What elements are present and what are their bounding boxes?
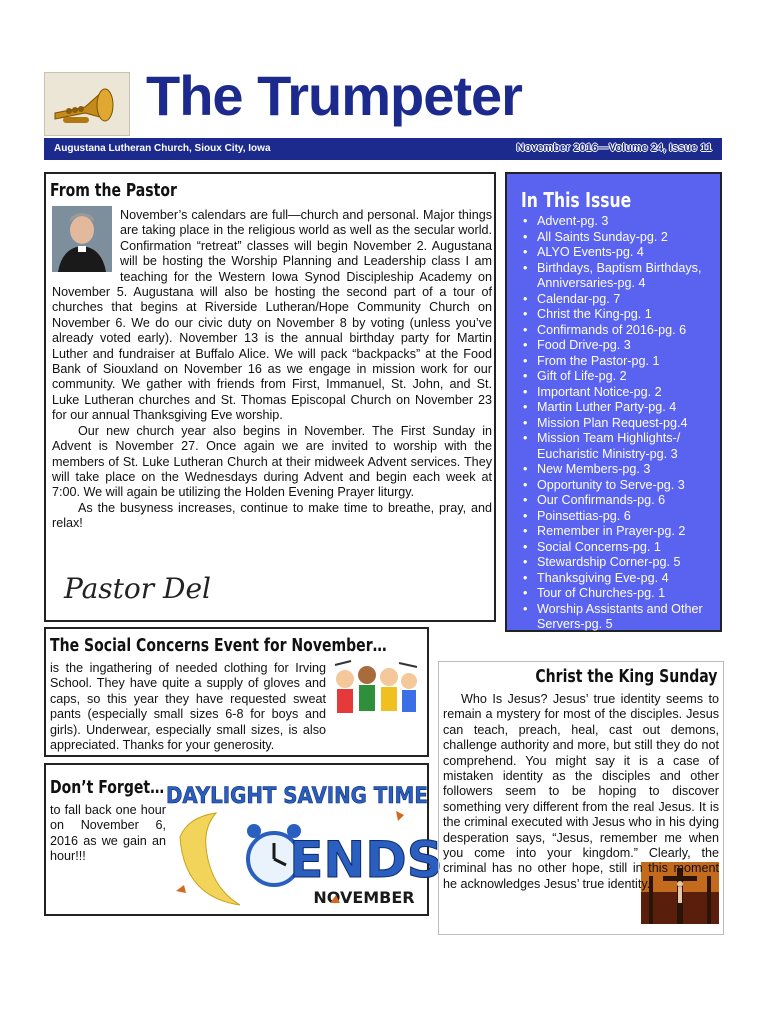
pastor-article (52, 208, 492, 532)
list-item: • Stewardship Corner-pg. 5 (521, 555, 717, 571)
list-item: • Martin Luther Party-pg. 4 (521, 400, 717, 416)
list-item: • Food Drive-pg. 3 (521, 338, 717, 354)
list-item: • Calendar-pg. 7 (521, 292, 717, 308)
forget-text: to fall back one hour on November 6, 2016 as we gain an hour!!! (50, 803, 166, 864)
list-item: • Mission Plan Request-pg.4 (521, 416, 717, 432)
list-item: • Remember in Prayer-pg. 2 (521, 524, 717, 540)
church-name: Augustana Lutheran Church, Sioux City, Iowa (54, 143, 271, 154)
list-item: • Important Notice-pg. 2 (521, 385, 717, 401)
social-text-block (50, 661, 424, 753)
list-item: • Social Concerns-pg. 1 (521, 540, 717, 556)
christ-heading: Christ the King Sunday (534, 666, 717, 687)
dst-art-line1: DAYLIGHT SAVING TIME (165, 783, 428, 809)
list-item: • Gift of Life-pg. 2 (521, 369, 717, 385)
list-item: • ALYO Events-pg. 4 (521, 245, 717, 261)
pastor-paragraph: November’s calendars are full—church and personal. Major things are taking place in the religious world as well as the secular world. Confirmation “retreat” classes will begin November 2. Augustana will be hosting the Worship Planning and Leadership class I am teaching for the Western Iowa Synod Discipleship Academy on November 5. Augustana will also be hosting the second part of a tour of churches that begins at Riverside Lutheran/Hope Community Church on November 6. We do our civic duty on November 8 by voting (unless you’ve already voted early). November 13 is the annual birthday party for Martin Luther and fundraiser at Buffalo Alice. We will pack “backpacks” at the Food Bank of Siouxland on November 16 as we engage in mission work for our community. We gather with friends from First, Immanuel, St. John, and St. Luke Lutheran churches and St. Thomas Episcopal Church on November 23 for our annual Thanksgiving Eve worship. (52, 208, 492, 423)
forget-heading: Don’t Forget… (50, 777, 165, 798)
list-item: • Christ the King-pg. 1 (521, 307, 717, 323)
pastor-paragraph: Our new church year also begins in November. The First Sunday in Advent is November 27. Once again we are invited to worship with the members of St. Luke Lutheran Church at their midweek Advent services. They will take place on the Wednesdays during Advent and begin each week at 7:00. We will again be utilizing the Holden Evening Prayer liturgy. (52, 423, 492, 500)
issue-date: November 2016—Volume 24, Issue 11 (516, 142, 712, 154)
christ-text-block (443, 692, 719, 892)
list-item: • Birthdays, Baptism Birthdays, Anniversaries-pg. 4 (521, 261, 717, 292)
list-item: • New Members-pg. 3 (521, 462, 717, 478)
list-item: • All Saints Sunday-pg. 2 (521, 230, 717, 246)
from-the-pastor-section (44, 172, 496, 622)
list-item: • Mission Team Highlights-/ Eucharistic Ministry-pg. 3 (521, 431, 717, 462)
list-item: • Confirmands of 2016-pg. 6 (521, 323, 717, 339)
social-concerns-section (44, 627, 429, 757)
social-heading: The Social Concerns Event for November… (50, 635, 387, 656)
issue-heading: In This Issue (521, 188, 632, 212)
in-this-issue-section (505, 172, 722, 632)
pastor-heading: From the Pastor (50, 180, 177, 201)
social-text: is the ingathering of needed clothing for Irving School. They have quite a supply of gloves and caps, so this year they have requested sweat pants (especially small sizes 6-8 for boys and girls). Underwear, especially small sizes, is also appreciated. Thanks for your generosity. (50, 661, 326, 753)
issue-list (521, 214, 717, 633)
list-item: • From the Pastor-pg. 1 (521, 354, 717, 370)
pastor-signature: Pastor Del (64, 572, 212, 605)
list-item: • Advent-pg. 3 (521, 214, 717, 230)
list-item: • Thanksgiving Eve-pg. 4 (521, 571, 717, 587)
list-item: • Poinsettias-pg. 6 (521, 509, 717, 525)
list-item: • Worship Assistants and Other Servers-pg. 5 (521, 602, 717, 633)
list-item: • Opportunity to Serve-pg. 3 (521, 478, 717, 494)
dst-art-line3: NOVEMBER (313, 888, 415, 907)
pastor-paragraph: As the busyness increases, continue to make time to breathe, pray, and relax! (52, 500, 492, 531)
dst-art-line2: ENDS (289, 831, 443, 889)
christ-text: Who Is Jesus? Jesus’ true identity seems to remain a mystery for most of the disciples. Jesus can teach, preach, heal, cast out demons, challenge authority and more, but still they do not comprehend. You might say it is a case of mistaken identity as the disciples and other followers seem to be hoping to discover something very different from the real Jesus. It is the criminal executed with Jesus who in his dying desperation says, “Jesus, remember me when you come into your kingdom.” Clearly, the criminal has no other hope, still in this moment he acknowledges Jesus’ true identity. (443, 692, 719, 891)
list-item: • Our Confirmands-pg. 6 (521, 493, 717, 509)
christ-the-king-section (438, 661, 724, 935)
masthead-bar (44, 138, 722, 160)
trumpet-logo-image (44, 72, 130, 136)
daylight-saving-clipart (165, 777, 443, 913)
dont-forget-section (44, 763, 443, 916)
newsletter-title: The Trumpeter (146, 64, 522, 127)
list-item: • Tour of Churches-pg. 1 (521, 586, 717, 602)
